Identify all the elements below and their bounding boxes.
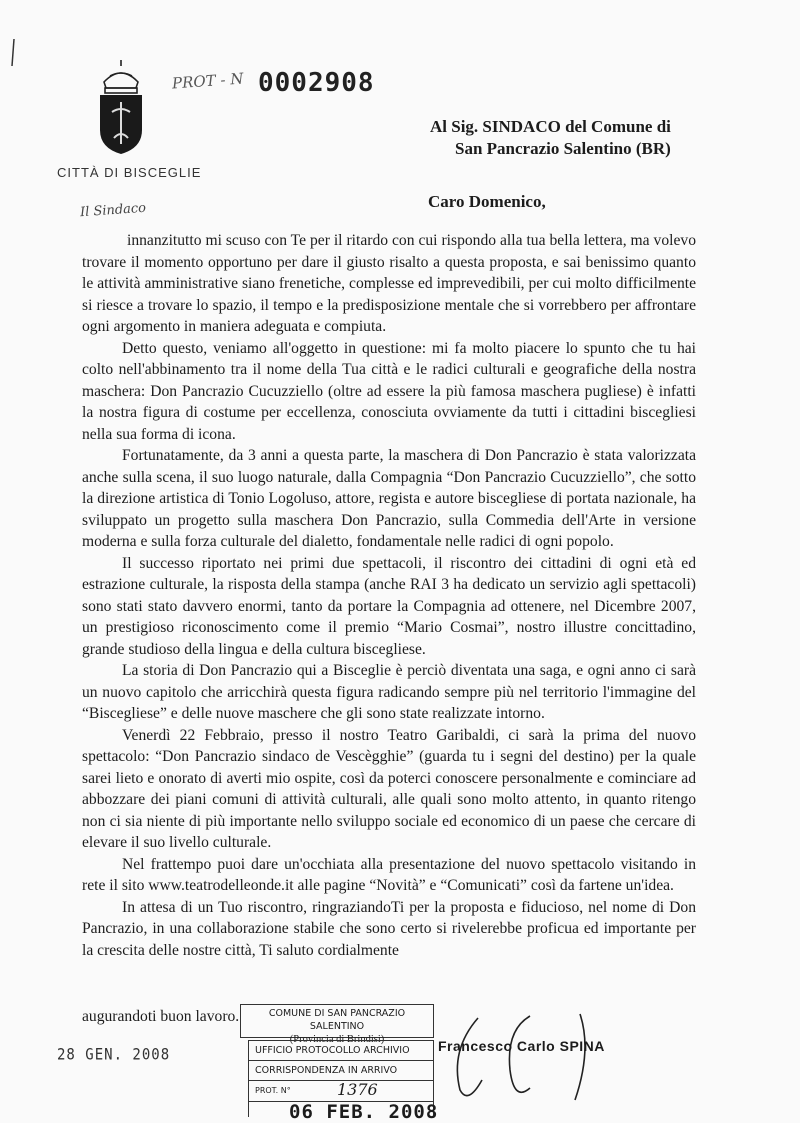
paragraph: innanzitutto mi scuso con Te per il ritardo con cui rispondo alla tua bella lettera, ma volevo trovare il momento opportuno per dare il giusto risalto a questa proposta, e sai benissimo quanto le attività amministrative siano frenetiche, complesse ed imprevedibili, per cui molto difficilmente si riesce a trovare lo spazio, il tempo e la predisposizione mentale che si vorrebbero per affrontare ogni argomento in maniera adeguata e compiuta. (82, 232, 696, 335)
protocol-prefix: PROT - N (171, 69, 244, 93)
paragraph: La storia di Don Pancrazio qui a Bisceglie è perciò diventata una saga, e ogni anno ci sarà un nuovo capitolo che arricchirà questa figura radicando sempre più nel territorio l'immagine del “Biscegliese” e delle nuove maschere che gli sono state realizzate intorno. (82, 662, 696, 722)
stamp-date: 06 FEB. 2008 (289, 1101, 439, 1123)
paragraph: Il successo riportato nei primi due spettacoli, il riscontro dei cittadini di ogni età ed estrazione culturale, la risposta della stampa (anche RAI 3 ha dedicato un servizio agli spettacoli) sono stati stato davvero enormi, tanto da portare la Compagnia ad ottenere, nel Dicembre 2007, un prestigioso riconoscimento come il premio “Mario Cosmai”, nostro illustre concittadino, grande studioso della lingua e della cultura biscegliese. (82, 554, 696, 658)
signer-name: Francesco Carlo SPINA (438, 1038, 605, 1054)
signature-scribble (430, 1010, 600, 1110)
stamp-office: UFFICIO PROTOCOLLO ARCHIVIO (249, 1041, 433, 1061)
stamp-prot-row (249, 1081, 433, 1102)
date-stamp: 28 GEN. 2008 (57, 1045, 171, 1065)
paragraph: Nel frattempo puoi dare un'occhiata alla presentazione del nuovo spettacolo visitando in rete il sito www.teatrodelleonde.it alle pagine “Novità” e “Comunicati” così da fartene un'idea. (82, 855, 696, 894)
protocol-stamp (248, 1040, 439, 1123)
margin-mark (8, 38, 18, 68)
stamp-date-row (249, 1101, 439, 1123)
stamp-municipality: COMUNE DI SAN PANCRAZIO SALENTINO (268, 1008, 406, 1032)
stamp-prot-label: PROT. N° (255, 1086, 291, 1095)
paragraph: In attesa di un Tuo riscontro, ringraziandoTi per la proposta e fiducioso, nel nome di Don Pancrazio, in una collaborazione stabile che sono certo si rivelerebbe proficua ed importante per la crescita delle nostre città, Ti saluto cordialmente (82, 898, 696, 959)
recipient-address (430, 116, 671, 160)
recipient-line-1: Al Sig. SINDACO del Comune di (430, 117, 671, 136)
city-crest-icon (90, 60, 152, 155)
stamp-type: CORRISPONDENZA IN ARRIVO (249, 1061, 433, 1081)
letter-body (82, 230, 696, 961)
city-name: CITTÀ DI BISCEGLIE (57, 165, 202, 180)
stamp-province: (Provincia di Brindisi) (289, 1034, 385, 1045)
protocol-number: 0002908 (258, 68, 375, 98)
paragraph: Fortunatamente, da 3 anni a questa parte, la maschera di Don Pancrazio è stata valorizzata anche sulla scena, il suo luogo naturale, dalla Compagnia “Don Pancrazio Cucuzziello”, che sotto la direzione artistica di Tonio Logoluso, attore, regista e autore biscegliese di portata nazionale, ha sviluppato un progetto sulla maschera Don Pancrazio, sulla Commedia dell'Arte in versione moderna e sulla forza culturale del dialetto, fondamentale nelle radici di ogni popolo. (82, 447, 696, 550)
office-title: Il Sindaco (79, 200, 147, 221)
paragraph: Detto questo, veniamo all'oggetto in questione: mi fa molto piacere lo spunto che tu hai colto nell'abbinamento tra il nome della Tua città e le radici culturali e geografiche della nostra maschera: Don Pancrazio Cucuzziello (oltre ad essere la più famosa maschera pugliese) è infatti la nostra figura di costume per eccellenza, conosciuta ovviamente da tutti i cittadini biscegliesi nella sua forma di icona. (82, 339, 696, 443)
closing-line: augurandoti buon lavoro. (82, 1008, 240, 1025)
stamp-prot-number: 1376 (337, 1080, 378, 1099)
municipality-stamp (240, 1004, 434, 1045)
recipient-line-2: San Pancrazio Salentino (BR) (455, 139, 671, 158)
paragraph: Venerdì 22 Febbraio, presso il nostro Teatro Garibaldi, ci sarà la prima del nuovo spettacolo: “Don Pancrazio sindaco de Vescègghie” (guarda tu i segni del destino) per la quale sarei lieto e onorato di averti mio ospite, così da poterci conoscere personalmente e cominciare ad abbozzare dei piani comuni di attività culturali, alle quali sono molto attento, in quanto ritengo non ci sia niente di più importante nello sviluppo sociale ed economico di un paese che cercare di elevare il suo livello culturale. (82, 726, 696, 851)
salutation: Caro Domenico, (428, 192, 546, 211)
